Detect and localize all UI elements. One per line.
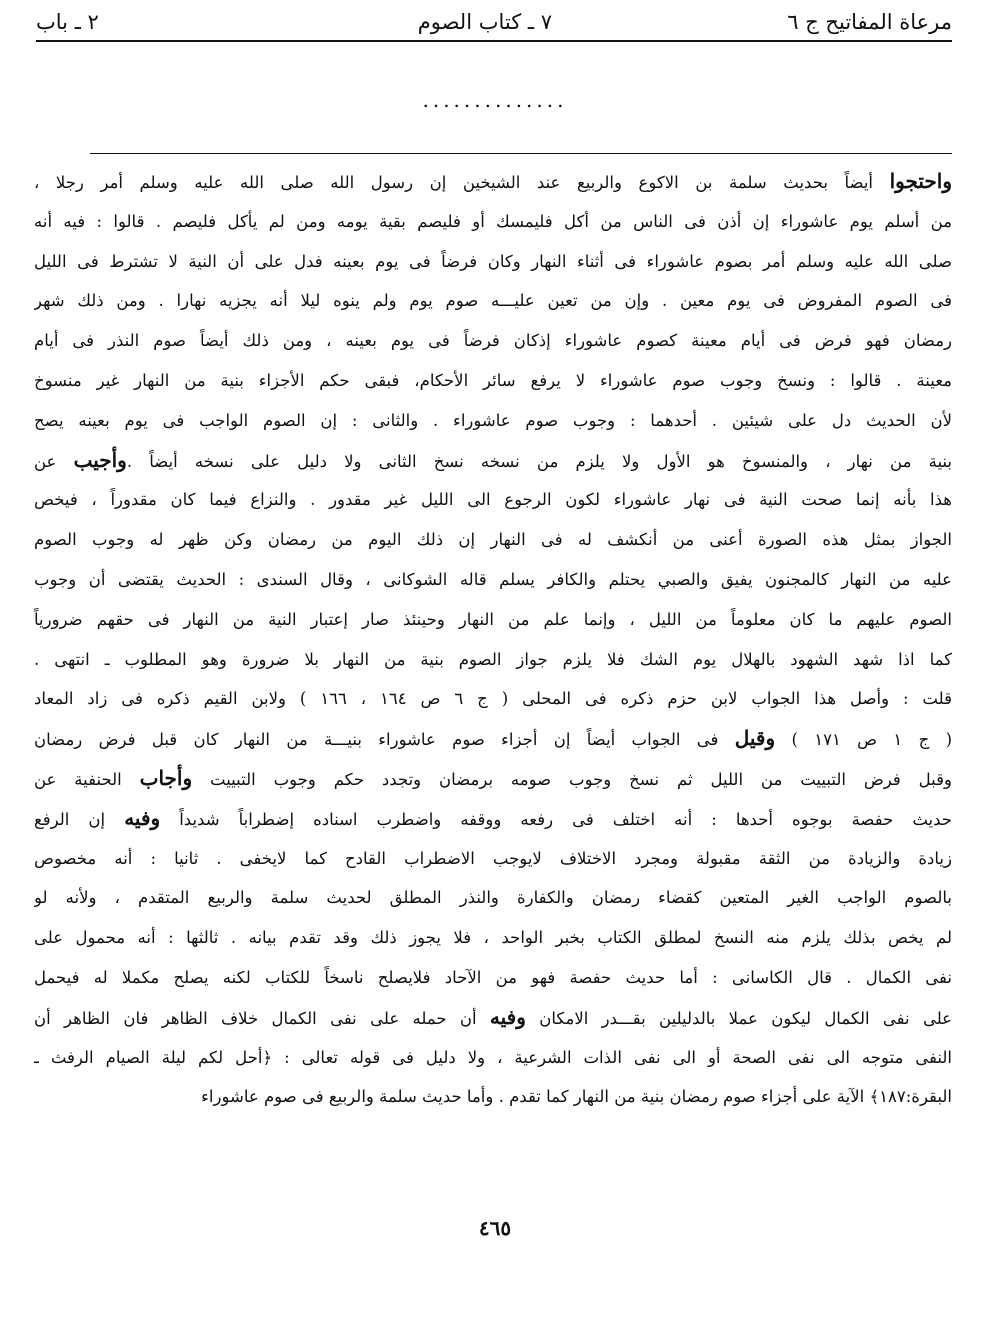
line-text: بنية من نهار ، والمنسوخ هو الأول ولا يلزم من نسخه نسخ الثانى ولا دليل على نسخه أيضاً .	[126, 451, 952, 471]
line-text: كما اذا شهد الشهود بالهلال يوم الشك فلا يلزم جواز الصوم بنية من النهار بلا ضرورة وهو المطلوب ـ انتهى .	[34, 649, 952, 669]
header-book-title: مرعاة المفاتيح ج ٦	[787, 10, 952, 34]
page-body	[34, 162, 952, 1117]
text-line	[34, 321, 952, 361]
line-text: نفى الكمال . قال الكاسانى : أما حديث حفصة فهو من الآحاد فلايصلح ناسخاً للكتاب لكنه يصلح مكملا له فيحمل	[34, 967, 952, 987]
line-text: لأن الحديث دل على شيئين . أحدهما : وجوب صوم عاشوراء . والثانى : إن الصوم الواجب فى يوم بعينه يصح	[34, 410, 952, 430]
text-line	[34, 600, 952, 640]
line-text: من أسلم يوم عاشوراء إن أذن فى الناس من أكل فليمسك أو فليصم بقية يومه ومن لم يأكل فليصم . قالوا : فيه أنه	[34, 211, 952, 231]
text-line	[34, 520, 952, 560]
running-header	[36, 6, 952, 38]
line-text: لم يخص بذلك يلزم منه النسخ لمطلق الكتاب بخبر الواحد ، فلا يجوز ذلك وقد تقدم بيانه . ثالثها : أنه محمول على	[34, 928, 952, 948]
text-line	[34, 361, 952, 401]
text-line	[34, 1077, 952, 1117]
line-text: بالصوم الواجب الغير المتعين كقضاء رمضان والكفارة والنذر المطلق لحديث سلمة والربيع المتقدم ، ولأنه لو	[34, 888, 952, 908]
inline-keyword: وفيه	[124, 805, 161, 830]
text-line	[34, 202, 952, 242]
line-text: عليه من النهار كالمجنون يفيق والصبي يحتلم والكافر يسلم قاله الشوكانى ، وقال السندى : الحديث يقتضى أن وجوب	[34, 569, 952, 589]
line-text: وقبل فرض التبييت من الليل ثم نسخ وجوب صومه برمضان وتجدد حكم وجوب التبييت	[192, 769, 952, 789]
header-section: ٢ ـ باب	[36, 10, 99, 34]
line-tail: عن	[34, 451, 74, 471]
line-text: فى الصوم المفروض فى يوم معين . وإن من تعين عليـــه صوم يوم ولم ينوه ليلا أنه يجزيه نهارا . ومن ذلك شهر	[34, 291, 952, 311]
line-tail: فى الجواب أيضاً إن أجزاء صوم عاشوراء بنيـــة من النهار كان قبل فرض رمضان	[34, 730, 735, 750]
text-line	[34, 1038, 952, 1078]
text-line	[34, 958, 952, 998]
line-tail: الحنفية عن	[34, 769, 140, 789]
line-tail: أن حمله على نفى الكمال خلاف الظاهر فان الظاهر أن	[34, 1008, 490, 1028]
text-line	[34, 918, 952, 958]
line-text: الصوم عليهم ما كان معلوماً من الليل ، وإنما علم من النهار وحينئذ صار إعتبار النية من النهار فى حقهم ضرورياً	[34, 609, 952, 629]
text-line	[34, 719, 952, 759]
text-line	[34, 242, 952, 282]
body-divider	[90, 153, 952, 154]
line-text: أيضاً بحديث سلمة بن الاكوع والربيع عند الشيخين إن رسول الله صلى الله عليه وسلم أمر رجلا ،	[34, 173, 890, 192]
text-line	[34, 998, 952, 1038]
line-text: هذا بأنه إنما صحت النية فى نهار عاشوراء لكون الرجوع الى الليل غير مقدور . والنزاع فيما كان مقدوراً ، فيخص	[34, 490, 952, 510]
line-text: صلى الله عليه وسلم أمر بصوم عاشوراء فى أثناء النهار وكان فرضاً فى يوم بعينه فدل على أن النية لا تشترط فى الليل	[34, 251, 952, 271]
line-text: زيادة والزيادة من الثقة مقبولة ومجرد الاختلاف لايوجب الاضطراب القادح كما لايخفى . ثانيا : أنه مخصوص	[34, 848, 952, 868]
text-line	[34, 162, 952, 202]
header-divider	[36, 40, 952, 42]
line-text: الجواز بمثل هذه الصورة أعنى من أنكشف له فى النهار إن ذلك اليوم من رمضان وكن ظهر له وجوب الصوم	[34, 530, 952, 550]
section-separator: ..............	[422, 88, 568, 112]
inline-keyword: وأجاب	[139, 765, 193, 790]
text-line	[34, 401, 952, 441]
text-line	[34, 679, 952, 719]
text-line	[34, 759, 952, 799]
text-line	[34, 878, 952, 918]
inline-keyword: وفيه	[489, 1004, 526, 1029]
page-number: ٤٦٥	[478, 1216, 512, 1240]
line-text: النفى متوجه الى نفى الصحة أو الى نفى الذات الشرعية ، ولا دليل فى قوله تعالى : ﴿أحل لكم ليلة الصيام الرفث ـ	[34, 1047, 952, 1067]
text-line	[34, 480, 952, 520]
line-text: على نفى الكمال ليكون عملا بالدليلين بقـــدر الامكان	[525, 1008, 952, 1028]
text-line	[34, 281, 952, 321]
line-text: رمضان فهو فرض فى أيام معينة كصوم عاشوراء إذكان فرضاً فى يوم بعينه ، ومن ذلك أيضاً صوم النذر فى أيام	[34, 331, 952, 351]
line-text: قلت : وأصل هذا الجواب لابن حزم ذكره فى المحلى ( ج ٦ ص ١٦٤ ، ١٦٦ ) ولابن القيم ذكره فى زاد المعاد	[34, 689, 952, 709]
text-line	[34, 640, 952, 680]
text-line	[34, 560, 952, 600]
line-text: ( ج ١ ص ١٧١ )	[775, 730, 952, 750]
text-line	[34, 441, 952, 481]
inline-keyword: وأجيب	[73, 447, 127, 472]
lead-keyword: واحتجوا	[889, 169, 952, 193]
inline-keyword: وقيل	[734, 726, 776, 751]
header-chapter: ٧ ـ كتاب الصوم	[417, 10, 552, 34]
line-text: معينة . قالوا : ونسخ وجوب صوم عاشوراء لا يرفع سائر الأحكام، فبقى حكم الأجزاء بنية من النهار غير منسوخ	[34, 370, 952, 390]
text-line	[34, 839, 952, 879]
line-tail: إن الرفع	[34, 809, 125, 829]
line-text: حديث حفصة بوجوه أحدها : أنه اختلف فى رفعه ووقفه واضطرب اسناده إضطراباً شديداً	[160, 809, 952, 829]
line-text: البقرة:١٨٧﴾ الآية على أجزاء صوم رمضان بنية من النهار كما تقدم . وأما حديث سلمة والربيع فى صوم عاشوراء	[201, 1087, 952, 1107]
text-line	[34, 799, 952, 839]
